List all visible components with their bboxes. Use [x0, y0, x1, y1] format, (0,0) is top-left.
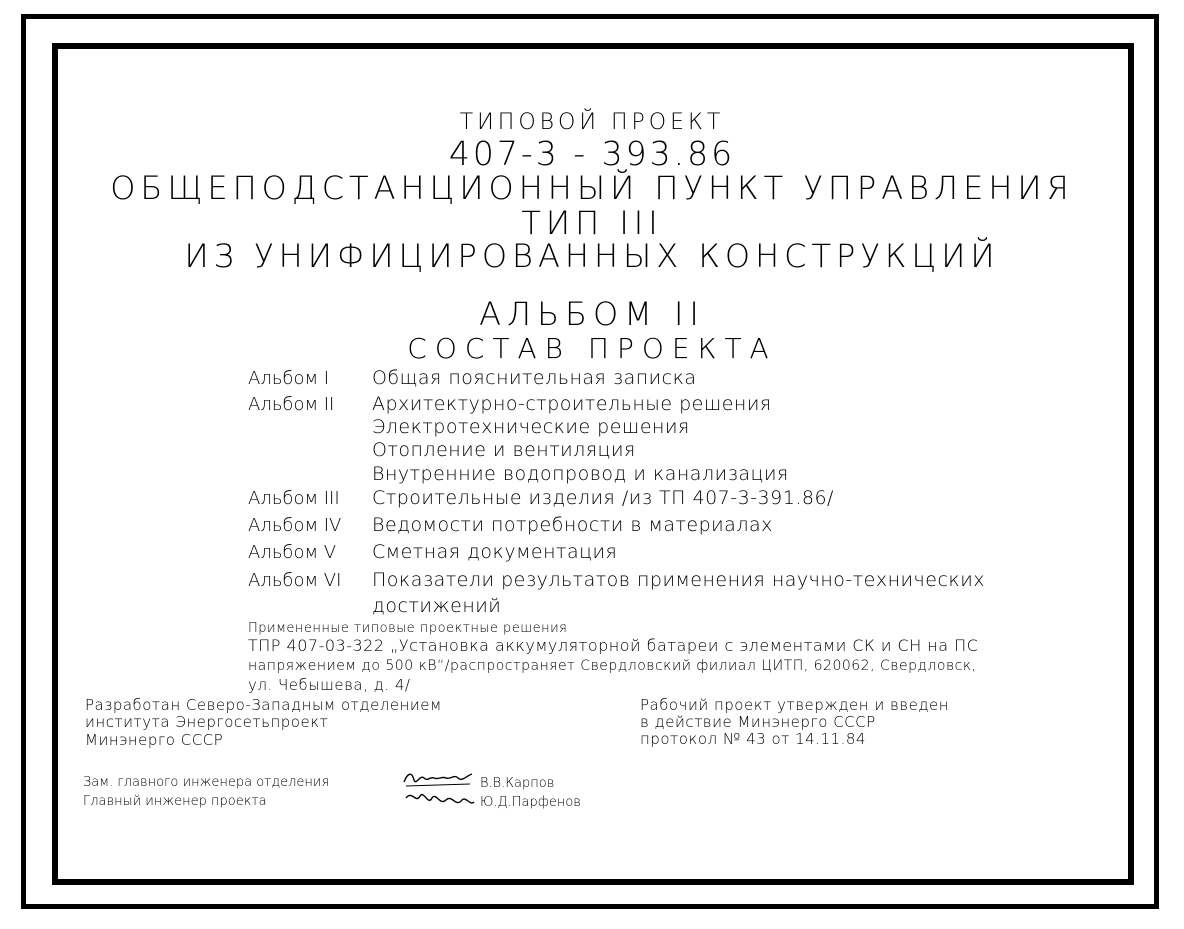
album-6-label: Альбом VI	[248, 570, 342, 591]
standard-project-heading: ТИПОВОЙ ПРОЕКТ	[459, 110, 725, 135]
album-6-text-1: Показатели результатов применения научно-технических	[372, 569, 985, 591]
project-number: 407-3 - 393.86	[448, 134, 736, 173]
album-2-text-2: Электротехнические решения	[372, 416, 690, 438]
applied-line-3: ул. Чебышева, д. 4/	[248, 676, 411, 694]
approval-line-2: в действие Минэнерго СССР	[640, 713, 876, 731]
applied-line-2: напряжением до 500 кВ“/распространяет Свердловский филиал ЦИТП, 620062, Свердловск,	[248, 658, 977, 674]
album-3-text: Строительные изделия /из ТП 407-3-391.86/	[372, 487, 834, 509]
applied-heading: Примененные типовые проектные решения	[248, 621, 568, 636]
album-1-label: Альбом I	[248, 368, 330, 389]
title-line-1: ОБЩЕПОДСТАНЦИОННЫЙ ПУНКТ УПРАВЛЕНИЯ	[110, 169, 1074, 207]
album-2-text-3: Отопление и вентиляция	[372, 439, 636, 461]
approval-line-1: Рабочий проект утвержден и введен	[640, 696, 950, 714]
title-line-3: ИЗ УНИФИЦИРОВАННЫХ КОНСТРУКЦИЙ	[184, 237, 1000, 275]
developer-line-2: института Энергосетьпроект	[85, 713, 329, 731]
signature-name-1: В.В.Карпов	[480, 776, 555, 791]
album-1-text: Общая пояснительная записка	[372, 367, 697, 389]
album-2-text-4: Внутренние водопровод и канализация	[372, 463, 789, 485]
album-6-text-2: достижений	[372, 595, 502, 617]
composition-heading: СОСТАВ ПРОЕКТА	[407, 332, 777, 365]
album-5-label: Альбом V	[248, 542, 337, 563]
handwritten-signature-2	[402, 788, 480, 812]
developer-line-3: Минэнерго СССР	[85, 731, 224, 749]
album-title: АЛЬБОМ II	[479, 295, 705, 333]
handwritten-signature-1	[400, 768, 480, 790]
signature-role-1: Зам. главного инженера отделения	[83, 775, 330, 790]
signature-name-2: Ю.Д.Парфенов	[480, 795, 581, 810]
signature-role-2: Главный инженер проекта	[83, 794, 267, 809]
album-4-label: Альбом IV	[248, 515, 342, 536]
album-2-label: Альбом II	[248, 394, 335, 415]
title-line-2: ТИП III	[521, 204, 663, 242]
album-3-label: Альбом III	[248, 488, 340, 509]
applied-line-1: ТПР 407-03-322 „Установка аккумуляторной батареи с элементами СК и СН на ПС	[248, 636, 979, 655]
developer-line-1: Разработан Северо-Западным отделением	[85, 696, 442, 714]
album-5-text: Сметная документация	[372, 541, 618, 563]
approval-line-3: протокол № 43 от 14.11.84	[640, 730, 866, 748]
album-4-text: Ведомости потребности в материалах	[372, 514, 773, 536]
album-2-text-1: Архитектурно-строительные решения	[372, 393, 772, 415]
